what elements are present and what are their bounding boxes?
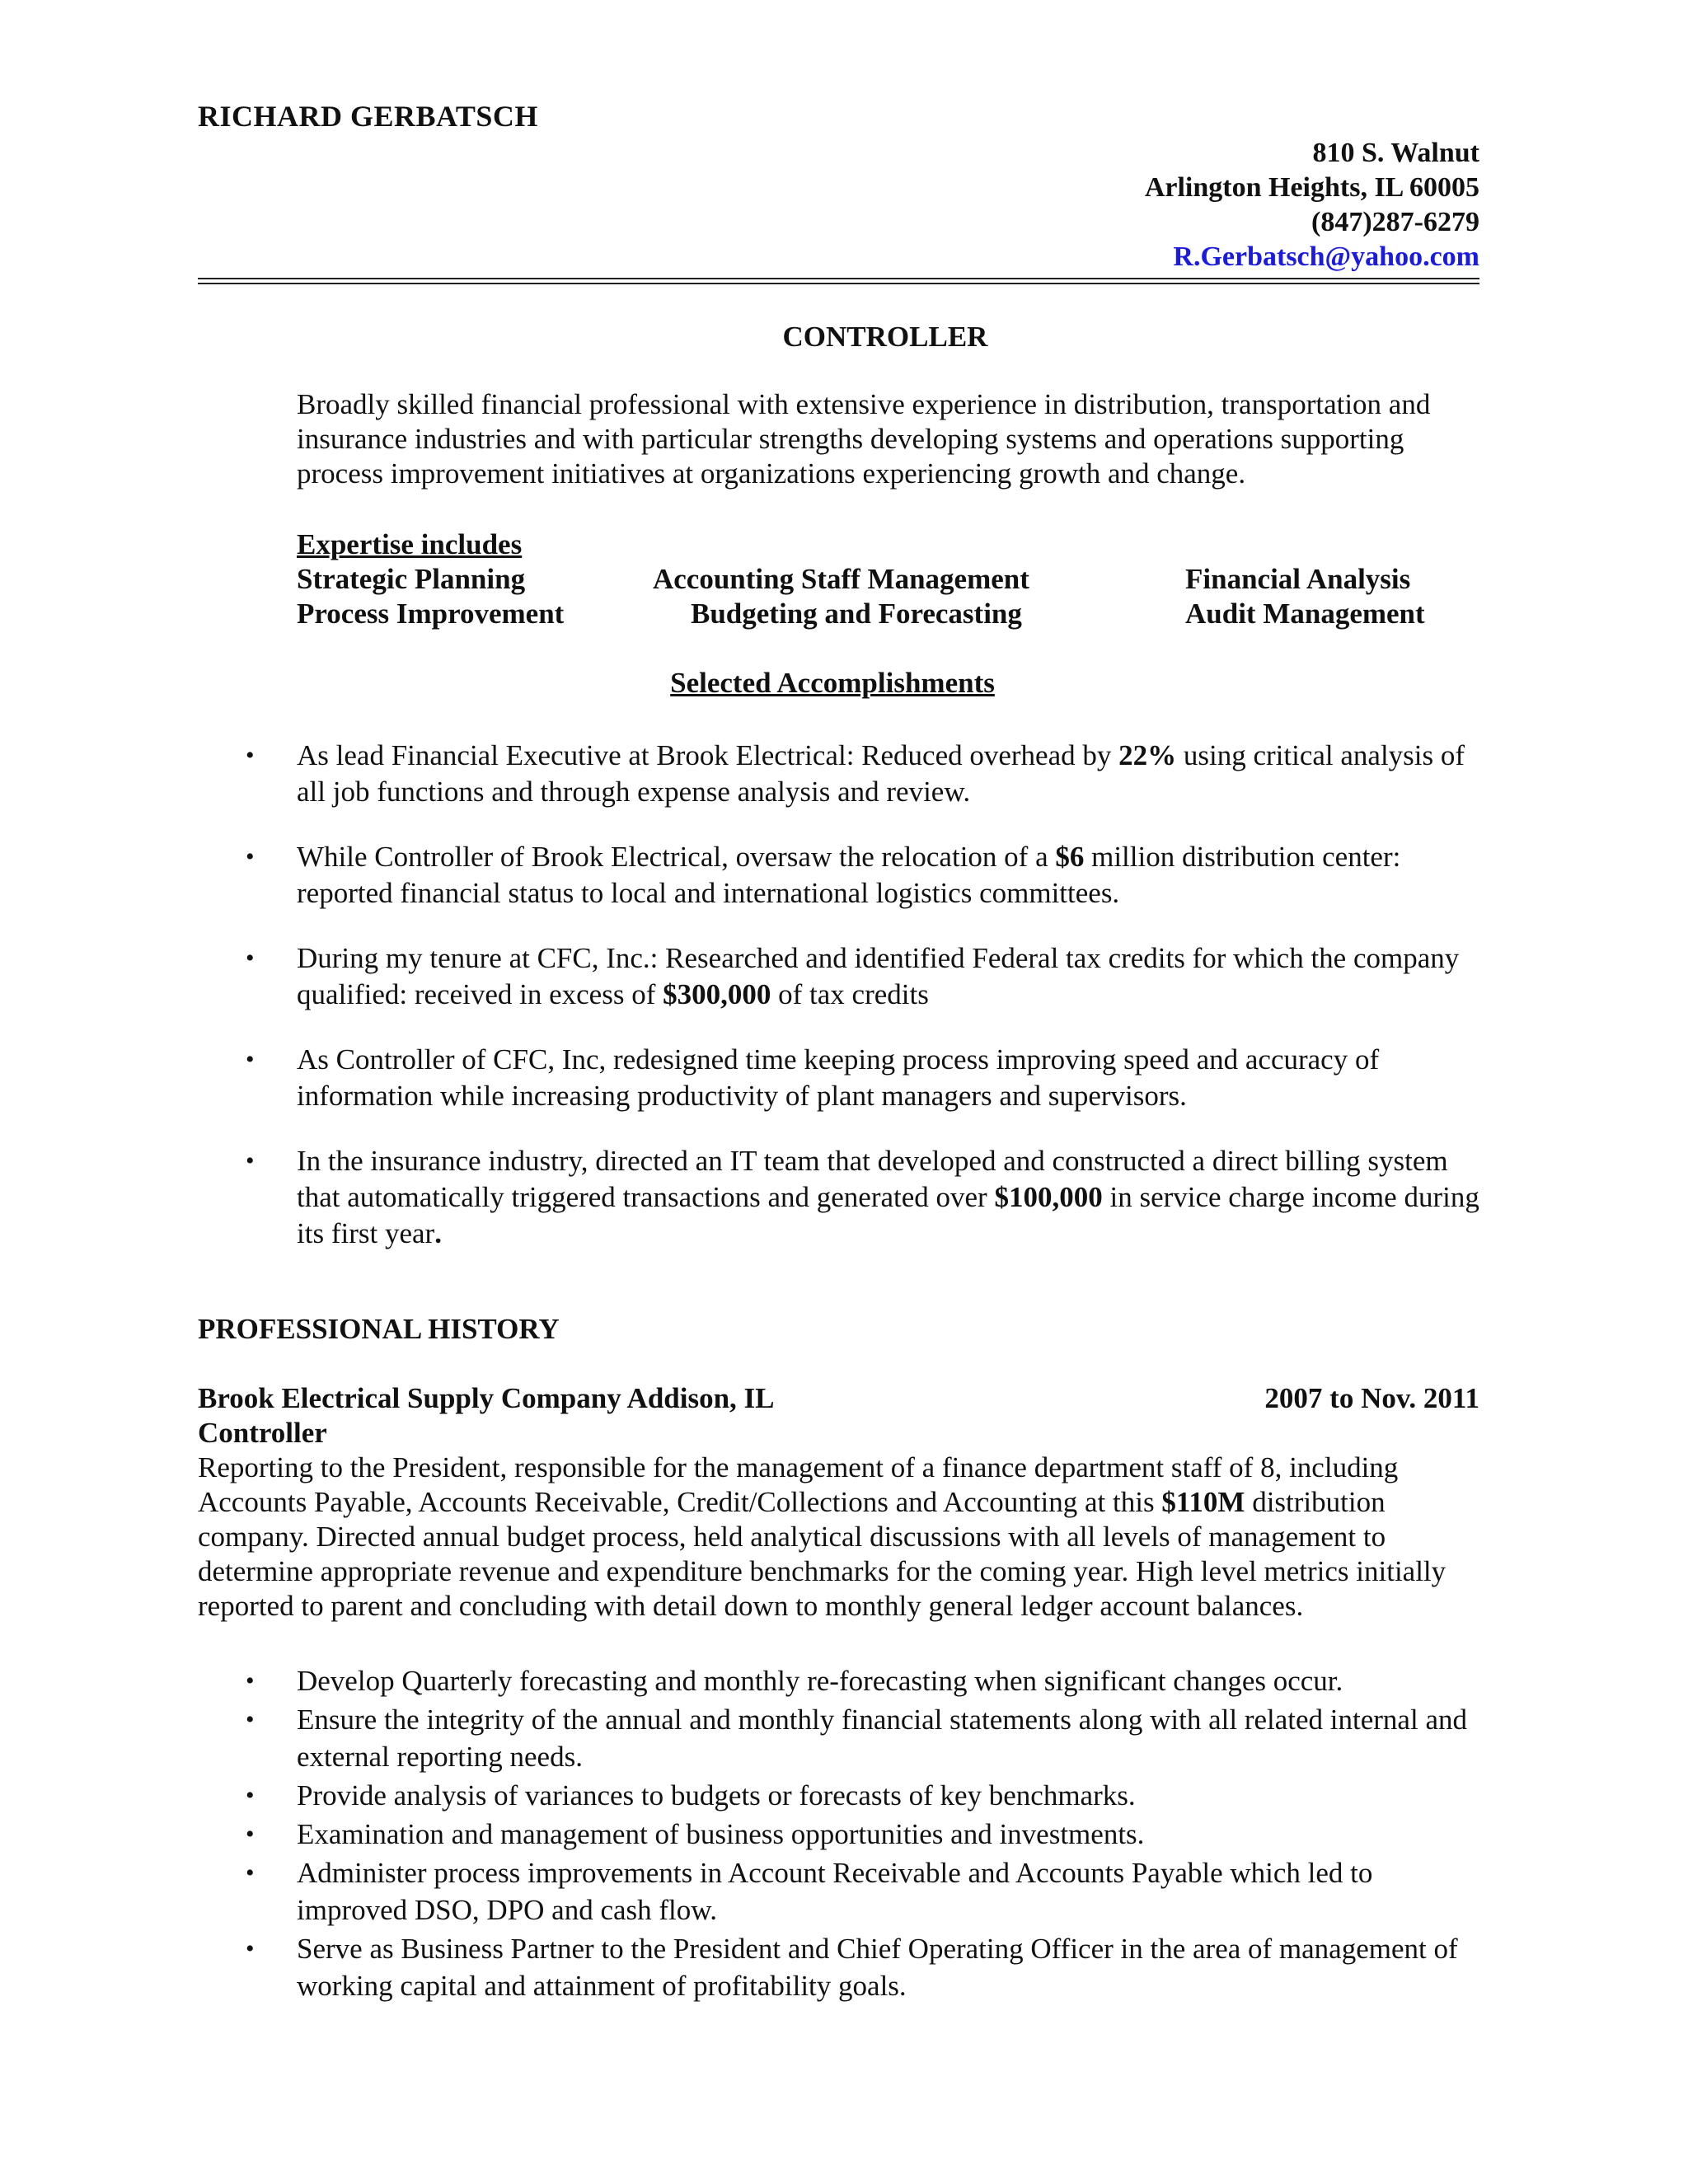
contact-block — [1145, 136, 1479, 274]
duty-item: • Provide analysis of variances to budgets or forecasts of key benchmarks. — [297, 1777, 1484, 1814]
expertise-row — [297, 597, 1492, 631]
expertise-item: Process Improvement — [297, 598, 565, 630]
job-header — [198, 1381, 1479, 1416]
bullet-icon: • — [246, 843, 255, 870]
accomplishments-heading: Selected Accomplishments — [670, 667, 995, 699]
email-link[interactable]: R.Gerbatsch@yahoo.com — [1173, 241, 1479, 272]
accomplishments-list — [246, 738, 1484, 1281]
accomplishment-item: • While Controller of Brook Electrical, oversaw the relocation of a $6 million distribution center: reported financial status to local and international logistics committees. — [246, 841, 1401, 909]
job-headline: CONTROLLER — [782, 321, 988, 353]
expertise-row — [297, 562, 1492, 597]
bullet-icon: • — [246, 1147, 255, 1174]
bullet-icon: • — [246, 1706, 255, 1733]
bullet-icon: • — [246, 1859, 255, 1886]
job-description: Reporting to the President, responsible for the management of a finance department staff of 8, including Accounts Payable, Accounts Receivable, Credit/Collections and Accounting at this $110M distribution company. Directed annual budget process, held analytical discussions with all levels of management to determine appropriate revenue and expenditure benchmarks for the coming year. High level metrics initially reported to parent and concluding with detail down to monthly general ledger account balances. — [198, 1451, 1447, 1622]
professional-summary: Broadly skilled financial professional with extensive experience in distribution, transportation and insurance industries and with particular strengths developing systems and operations supporting process improvement initiatives at organizations experiencing growth and change. — [297, 388, 1431, 490]
job-duties-list — [246, 1662, 1484, 2006]
expertise-item: Audit Management — [1185, 598, 1425, 630]
address-line-2: Arlington Heights, IL 60005 — [1144, 172, 1479, 203]
expertise-heading: Expertise includes — [297, 528, 523, 560]
accomplishment-item: • During my tenure at CFC, Inc.: Researched and identified Federal tax credits for which the company qualified: received in excess of $300,000 of tax credits — [246, 942, 1460, 1010]
job-title: Controller — [198, 1417, 327, 1449]
expertise-item: Budgeting and Forecasting — [691, 598, 1022, 630]
duty-item: • Examination and management of business opportunities and investments. — [297, 1816, 1484, 1853]
header-divider-top — [198, 278, 1479, 279]
bullet-icon: • — [246, 1935, 255, 1962]
phone-number: (847)287-6279 — [1311, 207, 1479, 237]
address-line-1: 810 S. Walnut — [1312, 138, 1479, 168]
bullet-icon: • — [246, 944, 255, 972]
duty-item: • Serve as Business Partner to the President and Chief Operating Officer in the area of management of working capital and attainment of profitability goals. — [297, 1930, 1484, 2004]
expertise-item: Financial Analysis — [1185, 563, 1411, 595]
expertise-item: Strategic Planning — [297, 563, 526, 595]
history-heading: PROFESSIONAL HISTORY — [198, 1313, 560, 1345]
candidate-name: RICHARD GERBATSCH — [198, 100, 538, 133]
expertise-item: Accounting Staff Management — [653, 563, 1029, 595]
header-divider-bottom — [198, 283, 1479, 284]
duty-item: • Ensure the integrity of the annual and monthly financial statements along with all related internal and external reporting needs. — [297, 1701, 1484, 1775]
company-name: Brook Electrical Supply Company Addison, IL — [198, 1382, 775, 1414]
accomplishment-item: • As Controller of CFC, Inc, redesigned time keeping process improving speed and accuracy of information while increasing productivity of plant managers and supervisors. — [246, 1043, 1380, 1112]
bullet-icon: • — [246, 1667, 255, 1694]
bullet-icon: • — [246, 1821, 255, 1848]
accomplishment-item: • As lead Financial Executive at Brook Electrical: Reduced overhead by 22% using critical analysis of all job functions and through expense analysis and review. — [246, 739, 1465, 808]
bullet-icon: • — [246, 742, 255, 769]
duty-item: • Administer process improvements in Account Receivable and Accounts Payable which led to improved DSO, DPO and cash flow. — [297, 1854, 1484, 1929]
expertise-section — [297, 527, 1492, 631]
bullet-icon: • — [246, 1046, 255, 1073]
accomplishment-item: • In the insurance industry, directed an IT team that developed and constructed a direct billing system that automatically triggered transactions and generated over $100,000 in service charge income during its first year. — [246, 1145, 1479, 1249]
duty-item: • Develop Quarterly forecasting and monthly re-forecasting when significant changes occur. — [297, 1662, 1484, 1699]
employment-dates: 2007 to Nov. 2011 — [1264, 1382, 1479, 1414]
bullet-icon: • — [246, 1782, 255, 1809]
